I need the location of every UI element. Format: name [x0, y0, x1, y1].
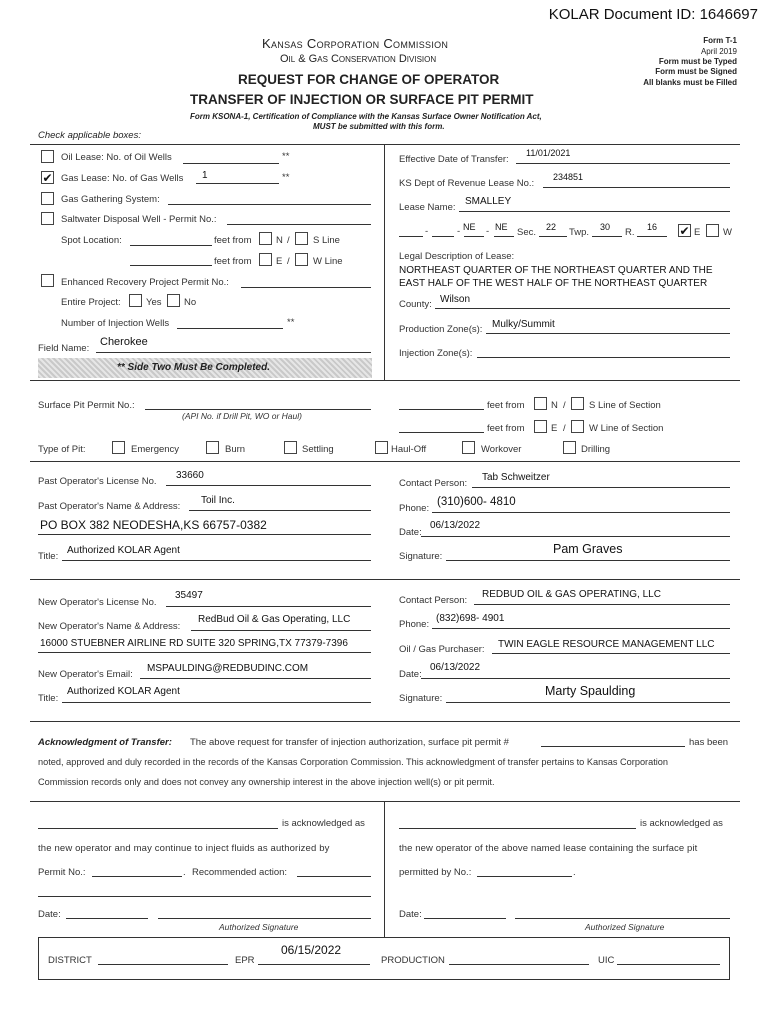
pit-feet-ew-line[interactable] [399, 432, 484, 433]
pit-n-checkbox[interactable] [534, 397, 547, 410]
ack-recommended-line2[interactable] [38, 896, 371, 897]
spot-feet-from-ns: feet from [214, 235, 252, 246]
county-line[interactable] [435, 308, 730, 309]
production-zone-label: Production Zone(s): [399, 324, 483, 335]
injection-zone-line[interactable] [477, 357, 730, 358]
sec-line[interactable] [539, 236, 567, 237]
twp-value: 30 [600, 222, 611, 232]
past-phone-line[interactable] [432, 512, 730, 513]
past-name-label: Past Operator's Name & Address: [38, 501, 181, 512]
ack-permit-dot: . [183, 867, 186, 878]
past-license-value: 33660 [176, 470, 204, 481]
past-date-line[interactable] [421, 536, 730, 537]
ks-lease-line[interactable] [543, 187, 730, 188]
ack-permitted-by-label: permitted by No.: [399, 867, 472, 878]
ack-line2: noted, approved and duly recorded in the records of the Kansas Corporation Commission. This acknowledgment of transfer pertains to Kansas Corporation [38, 757, 669, 767]
lease-name-label: Lease Name: [399, 202, 456, 213]
range-value: 16 [647, 222, 658, 232]
ks-lease-label: KS Dept of Revenue Lease No.: [399, 178, 535, 189]
range-label: R. [625, 227, 635, 238]
past-title-value: Authorized KOLAR Agent [67, 545, 180, 556]
sec-value: 22 [546, 222, 557, 232]
ack-right-auth-signature: Authorized Signature [585, 922, 665, 932]
gas-gathering-field[interactable] [168, 204, 371, 205]
past-contact-value: Tab Schweitzer [482, 472, 550, 483]
oil-lease-label: Oil Lease: No. of Oil Wells [61, 152, 172, 163]
spot-slash-2: / [287, 256, 290, 267]
form-number: Form T-1 [703, 36, 737, 45]
spot-w-checkbox[interactable] [295, 253, 308, 266]
pit-s-line-label: S Line of Section [589, 400, 661, 411]
ack-right-text: the new operator of the above named lease containing the surface pit [399, 843, 698, 854]
sec-label: Sec. [517, 227, 537, 238]
new-date-value: 06/13/2022 [430, 662, 481, 673]
ack-right-signature-line[interactable] [515, 918, 730, 919]
requirement-filled: All blanks must be Filled [643, 78, 737, 87]
pit-api-note: (API No. if Drill Pit, WO or Haul) [182, 411, 302, 421]
pit-permit-line[interactable] [145, 409, 371, 410]
enhanced-recovery-field[interactable] [241, 287, 371, 288]
enhanced-recovery-label: Enhanced Recovery Project Permit No.: [61, 277, 229, 288]
enhanced-recovery-checkbox[interactable] [41, 274, 54, 287]
pit-type-emergency-label: Emergency [131, 444, 180, 455]
quarter-2-line[interactable] [432, 236, 454, 237]
past-signature-line[interactable] [446, 560, 730, 561]
requirement-signed: Form must be Signed [655, 67, 737, 76]
new-email-value: MSPAULDING@REDBUDINC.COM [147, 663, 309, 674]
entire-project-label: Entire Project: [61, 297, 121, 308]
quarter-3-line[interactable] [464, 236, 484, 237]
past-license-label: Past Operator's License No. [38, 476, 157, 487]
ack-has-been: has been [689, 737, 729, 748]
injection-wells-field[interactable] [177, 328, 283, 329]
new-address-value: 16000 STUEBNER AIRLINE RD SUITE 320 SPRING,TX 77379-7396 [40, 638, 348, 649]
pit-permit-label: Surface Pit Permit No.: [38, 400, 135, 411]
lease-name-value: SMALLEY [465, 196, 512, 207]
footer-uic-label: UIC [598, 955, 615, 966]
ack-recommended-line[interactable] [297, 876, 371, 877]
pit-e-checkbox[interactable] [534, 420, 547, 433]
pit-type-drilling-label: Drilling [581, 444, 611, 455]
ack-left-is-acknowledged: is acknowledged as [282, 818, 365, 829]
twp-label: Twp. [569, 227, 590, 238]
quarter-4-value: NE [495, 222, 508, 232]
new-phone-label: Phone: [399, 619, 430, 630]
new-section-rule [30, 721, 740, 722]
ack-right-date-label: Date: [399, 909, 422, 920]
range-w-checkbox[interactable] [706, 224, 719, 237]
pit-feet-from-ew: feet from [487, 423, 525, 434]
legal-description-line1: NORTHEAST QUARTER OF THE NORTHEAST QUARTER AND THE [399, 265, 713, 276]
pit-s-checkbox[interactable] [571, 397, 584, 410]
new-contact-line[interactable] [474, 604, 730, 605]
entire-project-yes-label: Yes [146, 297, 162, 308]
past-date-value: 06/13/2022 [430, 520, 481, 531]
past-contact-line[interactable] [472, 487, 730, 488]
ks-lease-value: 234851 [553, 172, 584, 182]
spot-location-label: Spot Location: [61, 235, 122, 246]
new-date-line[interactable] [421, 678, 730, 679]
new-name-value: RedBud Oil & Gas Operating, LLC [198, 614, 351, 625]
pit-e-label: E [551, 423, 558, 434]
range-e-label: E [694, 227, 701, 238]
pit-n-label: N [551, 400, 558, 411]
gas-wells-stars: ** [282, 172, 290, 183]
gas-wells-count-value: 1 [202, 170, 208, 181]
quarter-dash-3: - [486, 226, 490, 237]
gas-lease-label: Gas Lease: No. of Gas Wells [61, 173, 184, 184]
requirement-typed: Form must be Typed [658, 57, 737, 66]
spot-feet-ew-field[interactable] [130, 265, 212, 266]
production-zone-line[interactable] [486, 333, 730, 334]
footer-district-line[interactable] [98, 964, 228, 965]
side-two-notice: ** Side Two Must Be Completed. [117, 362, 270, 373]
new-email-label: New Operator's Email: [38, 669, 133, 680]
swd-label: Saltwater Disposal Well - Permit No.: [61, 214, 217, 225]
new-address-line[interactable] [38, 652, 371, 653]
ack-left-auth-signature: Authorized Signature [219, 922, 299, 932]
oil-wells-count-field[interactable] [183, 163, 279, 164]
effective-date-value: 11/01/2021 [526, 148, 571, 158]
pit-w-line-label: W Line of Section [589, 423, 664, 434]
ack-pit-permit-line[interactable] [541, 746, 685, 747]
ack-permit-no-line[interactable] [92, 876, 182, 877]
footer-epr-line[interactable] [258, 964, 370, 965]
new-phone-line[interactable] [432, 628, 730, 629]
new-purchaser-line[interactable] [492, 653, 730, 654]
ack-left-operator-line[interactable] [38, 828, 278, 829]
entire-project-yes-checkbox[interactable] [129, 294, 142, 307]
injection-wells-label: Number of Injection Wells [61, 318, 170, 329]
range-w-label: W [723, 227, 732, 238]
oil-wells-stars: ** [282, 151, 290, 162]
spot-e-checkbox[interactable] [259, 253, 272, 266]
past-name-value: Toil Inc. [201, 495, 235, 506]
effective-date-label: Effective Date of Transfer: [399, 154, 509, 165]
ack-permitted-dot: . [573, 867, 576, 878]
field-name-value: Cherokee [100, 336, 148, 348]
oil-lease-checkbox[interactable] [41, 150, 54, 163]
twp-line[interactable] [592, 236, 622, 237]
section-center-divider [384, 144, 385, 380]
range-line[interactable] [637, 236, 667, 237]
ack-left-date-label: Date: [38, 909, 61, 920]
pit-type-settling-label: Settling [302, 444, 334, 455]
footer-epr-label: EPR [235, 955, 255, 966]
injection-zone-label: Injection Zone(s): [399, 348, 473, 359]
new-title-value: Authorized KOLAR Agent [67, 686, 180, 697]
quarter-dash-2: - [457, 226, 461, 237]
pit-section-rule [30, 461, 740, 462]
check-applicable-label: Check applicable boxes: [38, 130, 141, 141]
past-name-line[interactable] [189, 510, 371, 511]
form-title-line2: TRANSFER OF INJECTION OR SURFACE PIT PERMIT [190, 92, 534, 107]
agency-division: Oil & Gas Conservation Division [280, 53, 437, 65]
past-license-line[interactable] [166, 485, 371, 486]
range-e-checkbox[interactable]: ✔ [679, 224, 690, 238]
footer-production-line[interactable] [449, 964, 589, 965]
pit-type-label: Type of Pit: [38, 444, 86, 455]
pit-type-workover-label: Workover [481, 444, 522, 455]
quarter-dash-1: - [425, 226, 429, 237]
legal-description-line2: EAST HALF OF THE WEST HALF OF THE NORTHEAST QUARTER [399, 278, 708, 289]
past-phone-label: Phone: [399, 503, 430, 514]
spot-s-line-label: S Line [313, 235, 340, 246]
swd-permit-field[interactable] [227, 224, 371, 225]
gas-gathering-checkbox[interactable] [41, 192, 54, 205]
ksona-note-line2: MUST be submitted with this form. [313, 122, 445, 131]
pit-type-burn-checkbox[interactable] [206, 441, 219, 454]
ack-right-date-line[interactable] [424, 918, 506, 919]
footer-uic-line[interactable] [617, 964, 720, 965]
pit-type-workover-checkbox[interactable] [462, 441, 475, 454]
new-date-label: Date: [399, 669, 422, 680]
past-signature-label: Signature: [399, 551, 443, 562]
entire-project-no-checkbox[interactable] [167, 294, 180, 307]
pit-type-hauloff-label: Haul-Off [391, 444, 427, 455]
ack-recommended-label: Recommended action: [192, 867, 288, 878]
form-revision-date: April 2019 [700, 47, 737, 56]
entire-project-no-label: No [184, 297, 197, 308]
past-date-label: Date: [399, 527, 422, 538]
new-license-line[interactable] [166, 606, 371, 607]
field-name-line[interactable] [96, 352, 371, 353]
new-license-label: New Operator's License No. [38, 597, 157, 608]
new-purchaser-label: Oil / Gas Purchaser: [399, 644, 485, 655]
spot-e-label: E [276, 256, 283, 267]
gas-wells-count-field[interactable] [196, 183, 279, 184]
agency-name: Kansas Corporation Commission [262, 36, 449, 51]
past-section-rule [30, 579, 740, 580]
spot-n-checkbox[interactable] [259, 232, 272, 245]
lease-name-line[interactable] [459, 211, 730, 212]
spot-w-line-label: W Line [313, 256, 343, 267]
spot-slash-1: / [287, 235, 290, 246]
footer-production-label: PRODUCTION [381, 955, 445, 966]
quarter-1-line[interactable] [399, 236, 423, 237]
pit-type-burn-label: Burn [225, 444, 246, 455]
past-signature-value: Pam Graves [553, 542, 623, 556]
past-phone-value: (310)600- 4810 [437, 496, 516, 508]
production-zone-value: Mulky/Summit [492, 319, 555, 330]
spot-feet-ns-field[interactable] [130, 245, 212, 246]
effective-date-line[interactable] [516, 163, 730, 164]
gas-gathering-label: Gas Gathering System: [61, 194, 160, 205]
past-address-value: PO BOX 382 NEODESHA,KS 66757-0382 [40, 518, 267, 532]
ack-permit-no-label: Permit No.: [38, 867, 86, 878]
past-contact-label: Contact Person: [399, 478, 468, 489]
ack-line1: The above request for transfer of injection authorization, surface pit permit # [190, 737, 509, 748]
pit-type-hauloff-checkbox[interactable] [375, 441, 388, 454]
new-signature-line[interactable] [446, 702, 730, 703]
footer-district-label: DISTRICT [48, 955, 92, 966]
new-signature-value: Marty Spaulding [545, 684, 636, 698]
county-label: County: [399, 299, 432, 310]
spot-n-label: N [276, 235, 283, 246]
legal-description-label: Legal Description of Lease: [399, 251, 515, 262]
quarter-3-value: NE [463, 222, 476, 232]
new-title-line[interactable] [62, 702, 371, 703]
ack-right-operator-line[interactable] [399, 828, 636, 829]
pit-feet-ns-line[interactable] [399, 409, 484, 410]
pit-slash-1: / [563, 400, 566, 411]
field-name-label: Field Name: [38, 343, 90, 354]
new-title-label: Title: [38, 693, 59, 704]
pit-type-emergency-checkbox[interactable] [112, 441, 125, 454]
past-address-line[interactable] [38, 534, 371, 535]
ack-left-text: the new operator and may continue to inject fluids as authorized by [38, 843, 330, 854]
new-name-label: New Operator's Name & Address: [38, 621, 181, 632]
pit-type-settling-checkbox[interactable] [284, 441, 297, 454]
past-title-line[interactable] [62, 560, 371, 561]
swd-checkbox[interactable] [41, 212, 54, 225]
new-purchaser-value: TWIN EAGLE RESOURCE MANAGEMENT LLC [498, 639, 715, 650]
pit-w-checkbox[interactable] [571, 420, 584, 433]
pit-type-drilling-checkbox[interactable] [563, 441, 576, 454]
ack-section-rule [30, 801, 740, 802]
section-bottom-rule [30, 380, 740, 381]
document-id: KOLAR Document ID: 1646697 [548, 6, 758, 23]
new-phone-value: (832)698- 4901 [436, 613, 505, 624]
new-contact-label: Contact Person: [399, 595, 468, 606]
new-license-value: 35497 [175, 590, 203, 601]
new-signature-label: Signature: [399, 693, 443, 704]
ack-right-is-acknowledged: is acknowledged as [640, 818, 723, 829]
new-name-line[interactable] [191, 630, 371, 631]
gas-lease-checkbox[interactable]: ✔ [42, 171, 53, 185]
injection-wells-stars: ** [287, 317, 295, 328]
footer-epr-date: 06/15/2022 [281, 943, 342, 957]
ksona-note-line1: Form KSONA-1, Certification of Compliance with the Kansas Surface Owner Notification Act, [190, 112, 542, 121]
ack-left-date-line[interactable] [66, 918, 148, 919]
ack-heading: Acknowledgment of Transfer: [38, 737, 172, 748]
spot-s-checkbox[interactable] [295, 232, 308, 245]
new-contact-value: REDBUD OIL & GAS OPERATING, LLC [482, 589, 661, 600]
ack-line3: Commission records only and does not convey any ownership interest in the above injection well(s) or pit permit. [38, 777, 495, 787]
pit-feet-from-ns: feet from [487, 400, 525, 411]
spot-feet-from-ew: feet from [214, 256, 252, 267]
form-title-line1: REQUEST FOR CHANGE OF OPERATOR [238, 72, 500, 87]
ack-left-signature-line[interactable] [158, 918, 371, 919]
ack-center-divider [384, 801, 385, 937]
pit-slash-2: / [563, 423, 566, 434]
past-title-label: Title: [38, 551, 59, 562]
county-value: Wilson [440, 294, 471, 305]
section-top-rule [30, 144, 740, 145]
new-email-line[interactable] [140, 678, 371, 679]
quarter-4-line[interactable] [494, 236, 514, 237]
ack-permitted-by-line[interactable] [477, 876, 572, 877]
